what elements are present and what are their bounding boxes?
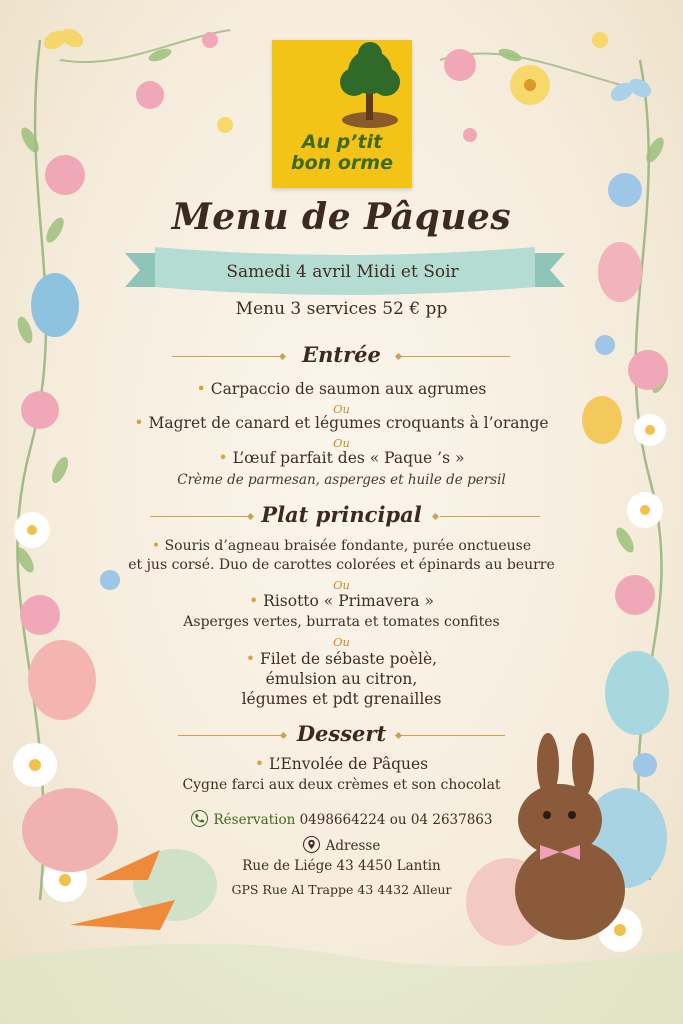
phone-icon [191, 810, 208, 827]
phone-number-1[interactable]: 0498664224 [299, 812, 386, 828]
logo-line1: Au p’tit [301, 131, 383, 153]
reservation-line [150, 810, 533, 828]
address-label: Adresse [325, 838, 381, 854]
page-title: Menu de Pâques [171, 196, 512, 238]
menu-item-continued: légumes et pdt grenailles [241, 690, 442, 708]
separator-ou: Ou [333, 578, 350, 592]
reservation-label: Réservation [213, 812, 296, 828]
menu-item-description: Cygne farci aux deux crèmes et son chocolat [182, 777, 501, 793]
date-text: Samedi 4 avril Midi et Soir [226, 262, 459, 282]
menu-item-description: Crème de parmesan, asperges et huile de persil [177, 472, 506, 488]
restaurant-logo [272, 40, 412, 188]
price-subtitle: Menu 3 services 52 € pp [235, 299, 448, 319]
phone-number-2[interactable]: 04 2637863 [410, 812, 493, 828]
menu-item: • Carpaccio de saumon aux agrumes [196, 380, 487, 398]
section-heading-entree: Entrée [302, 342, 381, 367]
address: Rue de Liége 43 4450 Lantin [242, 858, 441, 874]
menu-item-continued: émulsion au citron, [265, 670, 418, 688]
menu-item-description: Asperges vertes, burrata et tomates confites [183, 614, 500, 630]
logo-line2: bon orme [291, 152, 393, 174]
menu-item: • Souris d’agneau braisée fondante, purée onctueuse [151, 538, 532, 554]
gps-address: GPS Rue Al Trappe 43 4432 Alleur [231, 882, 452, 897]
separator-ou: Ou [333, 436, 350, 450]
menu-item: • L’Envolée de Pâques [254, 755, 429, 773]
menu-item: • Filet de sébaste poèlè, [245, 650, 438, 668]
location-icon [303, 836, 320, 853]
menu-item: • Risotto « Primavera » [249, 592, 434, 610]
menu-item-continued: et jus corsé. Duo de carottes colorées et épinards au beurre [128, 557, 555, 573]
section-heading-dessert: Dessert [296, 721, 387, 746]
address-heading [150, 836, 533, 854]
phone-separator: ou [389, 812, 407, 828]
tree-icon [272, 40, 412, 132]
menu-item: • Magret de canard et légumes croquants à l’orange [134, 414, 549, 432]
separator-ou: Ou [333, 635, 350, 649]
menu-item: • L’œuf parfait des « Paque ’s » [218, 449, 465, 467]
separator-ou: Ou [333, 402, 350, 416]
section-heading-plat: Plat principal [261, 502, 422, 527]
